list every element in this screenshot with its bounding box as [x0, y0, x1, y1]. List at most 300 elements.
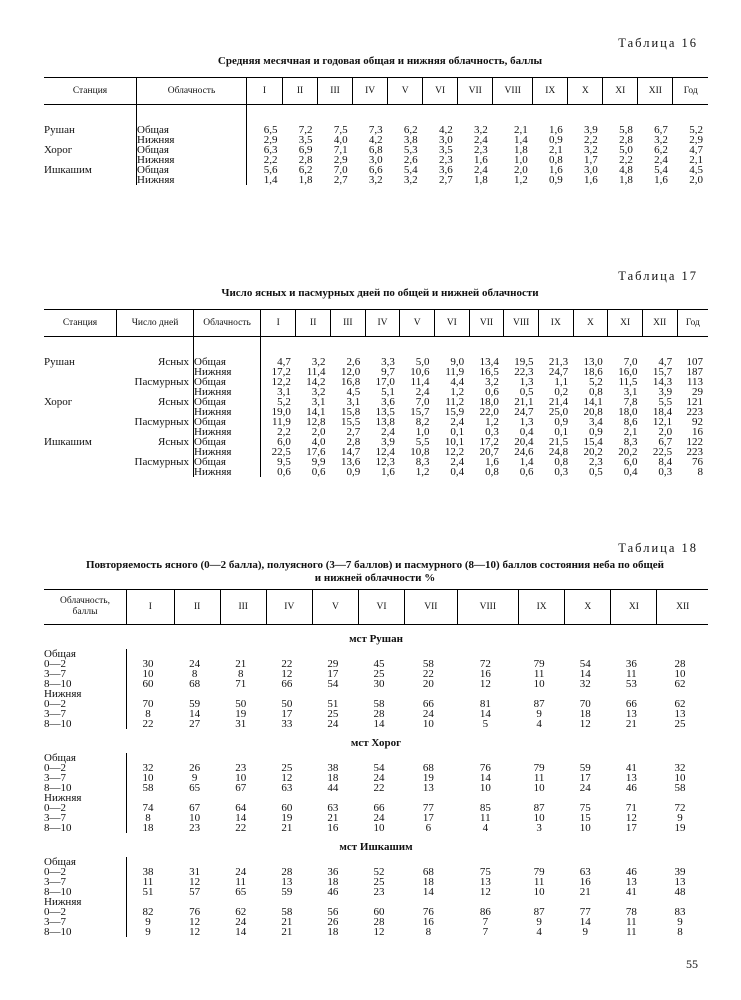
table-row [44, 457, 708, 467]
column-header: Облачность [194, 310, 261, 337]
value-cell: 10 [533, 812, 545, 824]
value-cell: 28 [373, 916, 385, 928]
column-header: X [568, 78, 603, 105]
value-cell: 83 [674, 906, 686, 918]
value-cell: 77 [422, 802, 434, 814]
value-cell: 8,3 [623, 436, 638, 448]
value-cell: 28 [674, 658, 686, 670]
value-cell: 22,5 [652, 446, 673, 458]
value-cell: 2,8 [346, 436, 361, 448]
value-cell: 4 [536, 718, 542, 730]
value-cell: 68 [422, 866, 434, 878]
value-cell: 24 [373, 812, 385, 824]
value-cell: 17 [579, 772, 591, 784]
value-cell: 6,6 [368, 164, 383, 176]
value-cell: 12 [189, 876, 201, 888]
value-cell: 26 [189, 762, 201, 774]
value-cell: 21 [235, 658, 247, 670]
value-cell: 1,0 [513, 154, 528, 166]
value-cell: 21,5 [548, 436, 569, 448]
value-cell: 27 [189, 718, 201, 730]
value-cell: 36 [327, 866, 339, 878]
value-cell: 10 [533, 782, 545, 794]
value-cell: 4 [536, 926, 542, 938]
value-cell: 2,1 [548, 144, 563, 156]
value-cell: 16,0 [618, 366, 638, 378]
value-cell: 67 [235, 782, 247, 794]
column-header: VII [405, 590, 457, 625]
value-cell: 2,4 [415, 386, 430, 398]
station-cell: Ишкашим [44, 164, 92, 176]
table-row [44, 719, 708, 729]
value-cell: 59 [579, 762, 591, 774]
value-cell: 21 [281, 916, 293, 928]
value-cell: 2,7 [333, 174, 348, 186]
value-cell: 25 [281, 762, 293, 774]
page-number: 55 [686, 957, 698, 971]
value-cell: 5,2 [689, 124, 703, 136]
value-cell: 11 [533, 772, 545, 784]
value-cell: 19,5 [514, 356, 534, 368]
row-label: Нижняя [44, 896, 82, 908]
value-cell: 4,0 [333, 134, 348, 146]
table-17 [44, 309, 708, 477]
value-cell: 5,6 [247, 165, 283, 175]
value-cell: 39 [674, 866, 686, 878]
days-cell [117, 467, 194, 477]
cloudiness-cell: Нижняя [194, 387, 261, 397]
group-header-row [44, 833, 708, 857]
value-cell: 17 [281, 708, 293, 720]
value-cell: 76 [422, 906, 434, 918]
value-cell: 7,1 [333, 144, 348, 156]
value-cell: 0,1 [450, 426, 465, 438]
value-cell: 75 [479, 866, 491, 878]
value-cell: 46 [625, 782, 637, 794]
value-cell: 66 [625, 698, 637, 710]
value-cell: 59 [281, 886, 293, 898]
value-cell: 1,8 [513, 144, 528, 156]
row-label: 8—10 [44, 886, 72, 898]
value-cell: 58 [373, 698, 385, 710]
column-header: VI [358, 590, 404, 625]
value-cell: 1,8 [298, 174, 313, 186]
value-cell: 14 [373, 718, 385, 730]
value-cell: 13,8 [375, 416, 395, 428]
value-cell: 2,1 [513, 124, 528, 136]
row-label: 0—2 [44, 802, 66, 814]
value-cell: 4,0 [311, 436, 326, 448]
table-16-title: Средняя месячная и годовая общая и нижняя облачность, баллы [217, 55, 543, 67]
column-header: X [573, 310, 608, 337]
value-cell: 122 [686, 436, 703, 448]
value-cell: 6,5 [247, 105, 283, 136]
value-cell: 25 [327, 708, 339, 720]
cloudiness-cell: Нижняя [137, 135, 247, 145]
value-cell: 9 [536, 916, 542, 928]
value-cell: 20,4 [514, 436, 534, 448]
value-cell: 1,6 [584, 174, 598, 186]
cloudiness-cell: Общая [194, 457, 261, 467]
value-cell: 21 [281, 822, 293, 834]
value-cell: 6,7 [658, 436, 673, 448]
value-cell: 66 [281, 678, 293, 690]
value-cell: 8,4 [658, 456, 673, 468]
value-cell: 38 [127, 867, 175, 877]
value-cell: 51 [127, 887, 175, 897]
cloudiness-cell: Нижняя [194, 407, 261, 417]
value-cell: 7 [482, 926, 489, 938]
value-cell: 11 [533, 876, 545, 888]
cloudiness-cell: Общая [194, 337, 261, 368]
column-header: III [331, 310, 366, 337]
value-cell: 17,0 [375, 376, 395, 388]
value-cell: 87 [533, 802, 545, 814]
value-cell: 21,3 [548, 356, 569, 368]
value-cell: 12 [189, 916, 201, 928]
station-group-title: мст Рушан [349, 633, 403, 645]
days-cell: Пасмурных [134, 456, 189, 468]
value-cell: 7,8 [623, 396, 638, 408]
value-cell: 9,0 [450, 356, 465, 368]
cloudiness-cell: Общая [194, 437, 261, 447]
value-cell: 15,8 [340, 406, 361, 418]
value-cell: 2,3 [589, 456, 603, 468]
value-cell: 5,0 [619, 144, 633, 156]
value-cell: 22 [373, 782, 385, 794]
value-cell: 31 [235, 718, 247, 730]
value-cell: 0,6 [261, 467, 296, 477]
value-cell: 16 [479, 668, 491, 680]
value-cell: 1,1 [554, 376, 569, 388]
column-header: III [220, 590, 266, 625]
value-cell: 17 [625, 822, 637, 834]
value-cell: 25 [674, 718, 686, 730]
value-cell: 10,1 [444, 436, 465, 448]
value-cell: 65 [189, 782, 201, 794]
value-cell: 10 [533, 886, 545, 898]
value-cell: 0,6 [485, 386, 499, 398]
value-cell: 6,8 [368, 144, 383, 156]
value-cell: 3,0 [584, 164, 598, 176]
value-cell: 2,8 [298, 154, 313, 166]
column-header: Год [673, 78, 708, 105]
value-cell: 10 [674, 668, 686, 680]
table-row [44, 105, 708, 136]
table-18-label: Таблица 18 [618, 541, 698, 555]
value-cell: 63 [327, 802, 339, 814]
value-cell: 0,4 [623, 466, 638, 478]
value-cell: 6,7 [654, 124, 668, 136]
value-cell: 14 [579, 916, 591, 928]
cloudiness-cell: Общая [194, 377, 261, 387]
value-cell: 16 [422, 916, 434, 928]
value-cell: 1,3 [519, 376, 534, 388]
column-header: II [282, 78, 317, 105]
value-cell: 6,3 [247, 145, 283, 155]
value-cell: 10 [674, 772, 686, 784]
value-cell: 16,8 [340, 376, 361, 388]
value-cell: 6,9 [298, 144, 313, 156]
value-cell: 14 [422, 886, 434, 898]
column-header: XII [642, 310, 677, 337]
value-cell: 58 [422, 658, 434, 670]
value-cell: 3,2 [485, 376, 499, 388]
value-cell: 22,5 [261, 447, 296, 457]
station-cell: Рушан [44, 356, 75, 368]
value-cell: 22 [127, 719, 175, 729]
group-header-row [44, 729, 708, 753]
value-cell: 54 [327, 678, 339, 690]
value-cell: 2,3 [438, 154, 453, 166]
row-label: 8—10 [44, 718, 72, 730]
group-header-row [44, 625, 708, 650]
value-cell: 41 [625, 762, 637, 774]
value-cell: 71 [235, 678, 247, 690]
row-label: Нижняя [44, 792, 82, 804]
value-cell: 81 [479, 698, 491, 710]
value-cell: 44 [327, 782, 339, 794]
value-cell: 56 [327, 906, 339, 918]
value-cell: 4,7 [658, 356, 673, 368]
value-cell: 13,4 [479, 356, 499, 368]
value-cell: 13 [674, 708, 686, 720]
table-row [44, 927, 708, 937]
station-cell [44, 467, 117, 477]
column-header: Облачность [137, 78, 247, 105]
value-cell: 26 [327, 916, 339, 928]
cloudiness-cell: Нижняя [194, 467, 261, 477]
value-cell: 3,1 [346, 396, 361, 408]
value-cell: 3,2 [654, 134, 668, 146]
value-cell: 48 [674, 886, 686, 898]
value-cell: 15,9 [444, 406, 465, 418]
value-cell: 13 [674, 876, 686, 888]
value-cell: 107 [686, 356, 703, 368]
value-cell: 5,2 [261, 397, 296, 407]
value-cell: 64 [235, 802, 247, 814]
value-cell: 12,0 [340, 366, 361, 378]
column-header: V [388, 78, 423, 105]
value-cell: 13 [422, 782, 434, 794]
value-cell: 2,2 [261, 427, 296, 437]
cloudiness-cell: Нижняя [137, 175, 247, 185]
value-cell: 1,6 [654, 174, 668, 186]
table-row [44, 887, 708, 897]
value-cell: 3,1 [261, 387, 296, 397]
value-cell: 0,4 [519, 426, 534, 438]
value-cell: 21 [281, 926, 293, 938]
value-cell: 68 [422, 762, 434, 774]
column-header: IV [353, 78, 388, 105]
value-cell: 11 [626, 926, 637, 938]
value-cell: 11 [235, 876, 246, 888]
value-cell: 10 [579, 822, 591, 834]
value-cell: 1,8 [619, 174, 633, 186]
value-cell: 4,7 [261, 337, 296, 368]
value-cell: 5,5 [658, 396, 673, 408]
row-label: 8—10 [44, 782, 72, 794]
row-label: 0—2 [44, 658, 66, 670]
value-cell: 87 [533, 906, 545, 918]
row-label: 0—2 [44, 866, 66, 878]
value-cell: 5 [482, 718, 489, 730]
value-cell: 46 [625, 866, 637, 878]
value-cell: 8 [677, 926, 683, 938]
value-cell: 3 [536, 822, 542, 834]
value-cell: 12,2 [261, 377, 296, 387]
value-cell: 10 [422, 718, 434, 730]
value-cell: 24 [373, 772, 385, 784]
value-cell: 10,6 [410, 366, 430, 378]
value-cell: 5,8 [619, 124, 633, 136]
value-cell: 24,6 [514, 446, 534, 458]
table-header-row [44, 78, 708, 105]
value-cell: 9 [677, 812, 683, 824]
value-cell: 6,2 [298, 164, 313, 176]
value-cell: 3,9 [381, 436, 395, 448]
value-cell: 9 [582, 926, 588, 938]
days-cell: Ясных [158, 396, 189, 408]
value-cell: 72 [479, 658, 491, 670]
value-cell: 2,4 [474, 164, 488, 176]
value-cell: 32 [127, 763, 175, 773]
value-cell: 18,0 [618, 406, 638, 418]
row-label: 3—7 [44, 812, 66, 824]
value-cell: 33 [281, 718, 293, 730]
table-16-label: Таблица 16 [618, 36, 698, 50]
value-cell: 63 [579, 866, 591, 878]
value-cell: 1,4 [513, 134, 528, 146]
value-cell: 11 [480, 812, 491, 824]
table-row [44, 377, 708, 387]
value-cell: 0,9 [589, 426, 603, 438]
value-cell: 18 [327, 876, 339, 888]
table-row [44, 337, 708, 368]
value-cell: 11 [533, 668, 545, 680]
value-cell: 79 [533, 658, 545, 670]
value-cell: 3,9 [658, 386, 673, 398]
table-18 [44, 589, 708, 937]
value-cell: 2,9 [333, 154, 348, 166]
value-cell: 11,4 [306, 366, 326, 378]
column-header: XI [611, 590, 657, 625]
value-cell: 14 [579, 668, 591, 680]
value-cell: 6,2 [654, 144, 668, 156]
value-cell: 1,3 [519, 416, 534, 428]
value-cell: 36 [625, 658, 637, 670]
value-cell: 2,0 [513, 164, 528, 176]
table-row [44, 679, 708, 689]
value-cell: 25,0 [548, 406, 569, 418]
value-cell: 2,4 [450, 456, 465, 468]
value-cell: 12,2 [444, 446, 465, 458]
value-cell: 12 [579, 718, 591, 730]
value-cell: 1,6 [485, 456, 499, 468]
value-cell: 60 [127, 679, 175, 689]
column-header: II [174, 590, 220, 625]
station-cell: Хорог [44, 144, 73, 156]
value-cell: 29 [692, 386, 703, 398]
value-cell: 2,7 [346, 426, 361, 438]
value-cell: 24 [189, 658, 201, 670]
value-cell: 21,4 [548, 396, 569, 408]
days-cell: Пасмурных [134, 416, 189, 428]
value-cell: 4,4 [450, 376, 465, 388]
column-header: VIII [457, 590, 519, 625]
value-cell: 14,7 [340, 446, 361, 458]
column-header: II [296, 310, 331, 337]
value-cell: 17 [422, 812, 434, 824]
value-cell: 18 [127, 823, 175, 833]
value-cell: 3,2 [368, 174, 383, 186]
value-cell: 6,0 [623, 456, 638, 468]
value-cell: 79 [533, 762, 545, 774]
value-cell: 50 [281, 698, 293, 710]
days-cell: Ясных [158, 356, 189, 368]
value-cell: 74 [127, 803, 175, 813]
value-cell: 2,1 [623, 426, 638, 438]
value-cell: 0,9 [548, 134, 563, 146]
value-cell: 58 [281, 906, 293, 918]
value-cell: 9 [127, 927, 175, 937]
value-cell: 58 [127, 783, 175, 793]
value-cell: 11 [626, 916, 637, 928]
value-cell: 14,3 [652, 376, 673, 388]
value-cell: 17,2 [261, 367, 296, 377]
value-cell: 58 [674, 782, 686, 794]
value-cell: 38 [327, 762, 339, 774]
value-cell: 23 [373, 886, 385, 898]
value-cell: 11,9 [261, 417, 296, 427]
value-cell: 10 [533, 678, 545, 690]
value-cell: 1,8 [474, 174, 488, 186]
value-cell: 22 [422, 668, 434, 680]
value-cell: 3,1 [623, 386, 638, 398]
column-header: X [565, 590, 611, 625]
value-cell: 76 [189, 906, 201, 918]
value-cell: 7,3 [368, 124, 383, 136]
value-cell: 32 [674, 762, 686, 774]
value-cell: 4,5 [346, 386, 361, 398]
value-cell: 121 [686, 396, 703, 408]
value-cell: 16 [327, 822, 339, 834]
value-cell: 18,4 [652, 406, 673, 418]
value-cell: 5,4 [654, 164, 668, 176]
row-label: Общая [44, 648, 76, 660]
value-cell: 7,5 [333, 124, 348, 136]
value-cell: 24 [327, 718, 339, 730]
value-cell: 0,1 [554, 426, 569, 438]
value-cell: 19 [281, 812, 293, 824]
value-cell: 67 [189, 802, 201, 814]
value-cell: 0,8 [485, 466, 499, 478]
value-cell: 12,4 [375, 446, 395, 458]
table-row [44, 783, 708, 793]
value-cell: 5,5 [415, 436, 430, 448]
station-cell [44, 377, 117, 387]
value-cell: 11,9 [445, 366, 465, 378]
value-cell: 3,5 [298, 134, 313, 146]
value-cell: 13 [625, 876, 637, 888]
value-cell: 223 [686, 406, 703, 418]
column-header: Станция [44, 310, 117, 337]
table-16 [44, 77, 708, 185]
column-header: IV [266, 590, 312, 625]
value-cell: 6 [425, 822, 432, 834]
value-cell: 12,8 [306, 416, 326, 428]
value-cell: 1,7 [584, 154, 598, 166]
